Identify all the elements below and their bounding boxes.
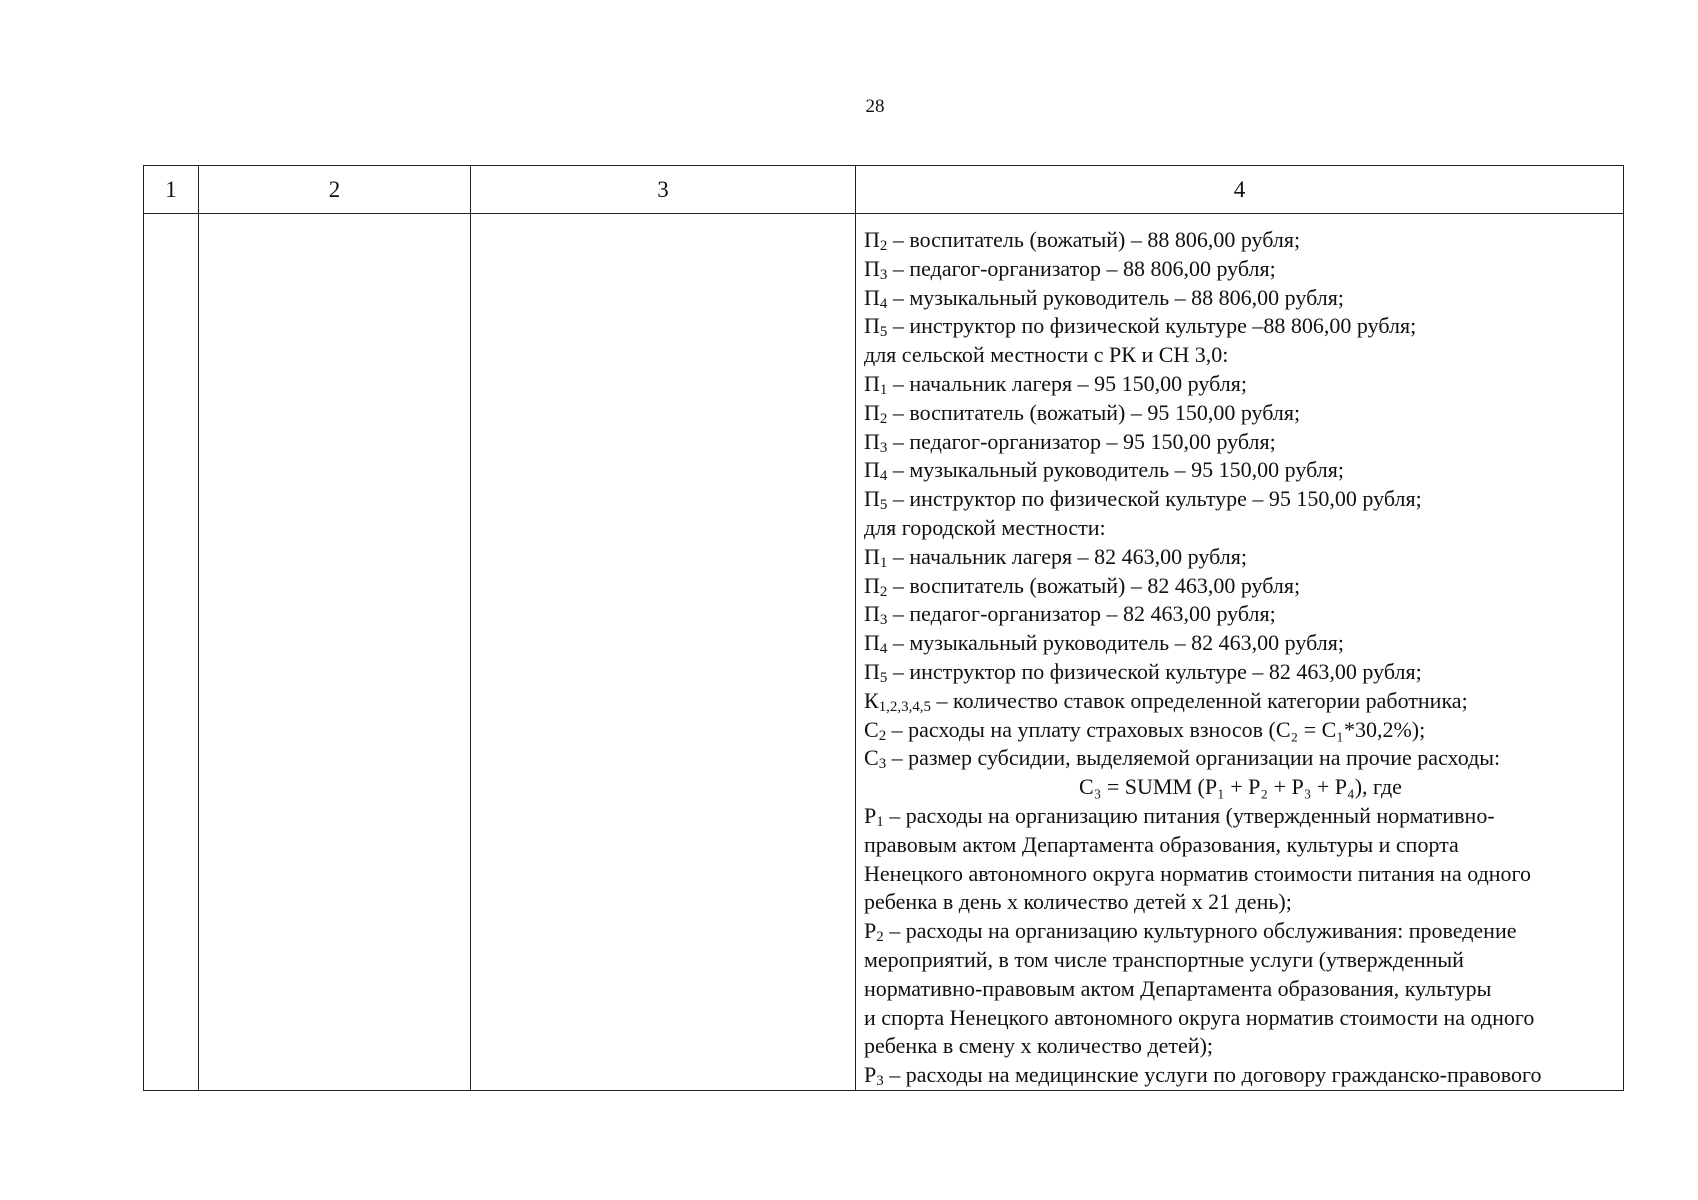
- line-text: – расходы на организацию питания (утвержденный нормативно-: [883, 802, 1495, 828]
- cell-4-content: [856, 214, 1623, 1090]
- line-text: – расходы на уплату страховых взносов (С₂ = С₁*30,2%);: [886, 716, 1426, 742]
- line-text: – размер субсидии, выделяемой организации на прочие расходы:: [886, 745, 1501, 771]
- text-line: [864, 543, 1617, 572]
- line-text: С₃ = SUMM (Р₁ + Р₂ + Р₃ + Р₄), где: [1079, 774, 1402, 800]
- header-cell-2: 2: [199, 166, 471, 214]
- text-line: [864, 1061, 1617, 1090]
- subscript: 5: [879, 324, 888, 341]
- symbol: П: [864, 630, 880, 656]
- subscript: 5: [879, 497, 888, 514]
- symbol: П: [864, 428, 880, 454]
- body-cell-2: [199, 214, 471, 1091]
- subscript: 1: [879, 554, 888, 571]
- symbol: К: [864, 687, 879, 713]
- text-line: [864, 975, 1617, 1004]
- line-text: – воспитатель (вожатый) – 82 463,00 рубля;: [887, 572, 1301, 598]
- line-text: нормативно-правовым актом Департамента образования, культуры: [864, 975, 1492, 1001]
- line-text: – начальник лагеря – 95 150,00 рубля;: [887, 370, 1247, 396]
- header-cell-3: 3: [471, 166, 856, 214]
- text-line: [864, 1004, 1617, 1033]
- text-line: [864, 744, 1617, 773]
- text-line: [864, 773, 1617, 802]
- symbol: П: [864, 227, 880, 252]
- subscript: 1: [876, 813, 884, 830]
- text-line: [864, 831, 1617, 860]
- text-line: [864, 687, 1617, 716]
- subscript: 3: [876, 1073, 884, 1090]
- header-cell-4: 4: [856, 166, 1624, 214]
- symbol: С: [864, 716, 879, 742]
- text-line: [864, 312, 1617, 341]
- subscript: 5: [879, 669, 888, 686]
- text-line: [864, 284, 1617, 313]
- table-body-row: [144, 214, 1624, 1091]
- text-line: [864, 600, 1617, 629]
- line-text: – педагог-организатор – 82 463,00 рубля;: [887, 601, 1276, 627]
- text-line: [864, 860, 1617, 889]
- line-text: – инструктор по физической культуре –88 806,00 рубля;: [887, 313, 1417, 339]
- line-text: – педагог-организатор – 88 806,00 рубля;: [887, 255, 1276, 281]
- body-cell-1: [144, 214, 199, 1091]
- subscript: 3: [878, 756, 887, 773]
- text-line: [864, 341, 1617, 370]
- body-cell-4: [856, 214, 1624, 1091]
- subscript: 4: [879, 641, 888, 658]
- text-line: [864, 255, 1617, 284]
- line-text: ребенка в смену х количество детей);: [864, 1033, 1214, 1059]
- line-text: – начальник лагеря – 82 463,00 рубля;: [887, 543, 1247, 569]
- symbol: Р: [864, 918, 877, 944]
- text-line: [864, 716, 1617, 745]
- line-text: для городской местности:: [864, 514, 1106, 540]
- text-line: [864, 888, 1617, 917]
- symbol: П: [864, 572, 880, 598]
- line-text: – музыкальный руководитель – 95 150,00 рубля;: [887, 457, 1344, 483]
- line-text: Ненецкого автономного округа норматив стоимости питания на одного: [864, 860, 1532, 886]
- subscript: 1: [879, 381, 888, 398]
- symbol: П: [864, 486, 880, 512]
- subscript: 3: [879, 266, 888, 283]
- text-line: [864, 428, 1617, 457]
- symbol: П: [864, 658, 880, 684]
- symbol: Р: [864, 1062, 877, 1088]
- text-line: [864, 370, 1617, 399]
- text-line: [864, 629, 1617, 658]
- line-text: для сельской местности с РК и СН 3,0:: [864, 342, 1229, 368]
- symbol: С: [864, 745, 879, 771]
- symbol: П: [864, 457, 880, 483]
- subscript: 2: [878, 727, 887, 744]
- text-line: [864, 226, 1617, 255]
- line-text: – количество ставок определенной категории работника;: [931, 687, 1468, 713]
- subscript: 2: [876, 929, 884, 946]
- text-line: [864, 456, 1617, 485]
- line-text: – инструктор по физической культуре – 82 463,00 рубля;: [887, 658, 1422, 684]
- line-text: – инструктор по физической культуре – 95 150,00 рубля;: [887, 486, 1422, 512]
- symbol: П: [864, 399, 880, 425]
- subscript: 3: [879, 612, 888, 629]
- subscript: 2: [879, 237, 888, 254]
- symbol: П: [864, 255, 880, 281]
- text-line: [864, 917, 1617, 946]
- symbol: П: [864, 284, 880, 310]
- subscript: 4: [879, 295, 888, 312]
- text-line: [864, 485, 1617, 514]
- line-text: – музыкальный руководитель – 88 806,00 рубля;: [887, 284, 1344, 310]
- page-number: 28: [865, 96, 885, 117]
- line-text: – воспитатель (вожатый) – 88 806,00 рубля;: [887, 227, 1301, 252]
- line-text: – расходы на медицинские услуги по договору гражданско-правового: [883, 1062, 1542, 1088]
- symbol: Р: [864, 802, 877, 828]
- subscript: 4: [879, 468, 888, 485]
- text-line: [864, 658, 1617, 687]
- line-text: правовым актом Департамента образования, культуры и спорта: [864, 831, 1459, 857]
- subscript: 3: [879, 439, 888, 456]
- header-cell-1: 1: [144, 166, 199, 214]
- line-text: – музыкальный руководитель – 82 463,00 рубля;: [887, 630, 1344, 656]
- symbol: П: [864, 543, 880, 569]
- symbol: П: [864, 313, 880, 339]
- line-text: – расходы на организацию культурного обслуживания: проведение: [883, 918, 1517, 944]
- text-line: [864, 802, 1617, 831]
- line-text: мероприятий, в том числе транспортные услуги (утвержденный: [864, 946, 1464, 972]
- text-line: [864, 946, 1617, 975]
- text-line: [864, 514, 1617, 543]
- text-line: [864, 399, 1617, 428]
- subscript: 1,2,3,4,5: [878, 698, 932, 715]
- symbol: П: [864, 601, 880, 627]
- line-text: – воспитатель (вожатый) – 95 150,00 рубля;: [887, 399, 1301, 425]
- line-text: ребенка в день х количество детей х 21 день);: [864, 889, 1292, 915]
- document-table: [143, 165, 1624, 1091]
- line-text: и спорта Ненецкого автономного округа норматив стоимости на одного: [864, 1004, 1535, 1030]
- symbol: П: [864, 370, 880, 396]
- text-line: [864, 572, 1617, 601]
- line-text: – педагог-организатор – 95 150,00 рубля;: [887, 428, 1276, 454]
- table-header-row: [144, 166, 1624, 214]
- subscript: 2: [879, 410, 888, 427]
- text-line: [864, 1032, 1617, 1061]
- subscript: 2: [879, 583, 888, 600]
- body-cell-3: [471, 214, 856, 1091]
